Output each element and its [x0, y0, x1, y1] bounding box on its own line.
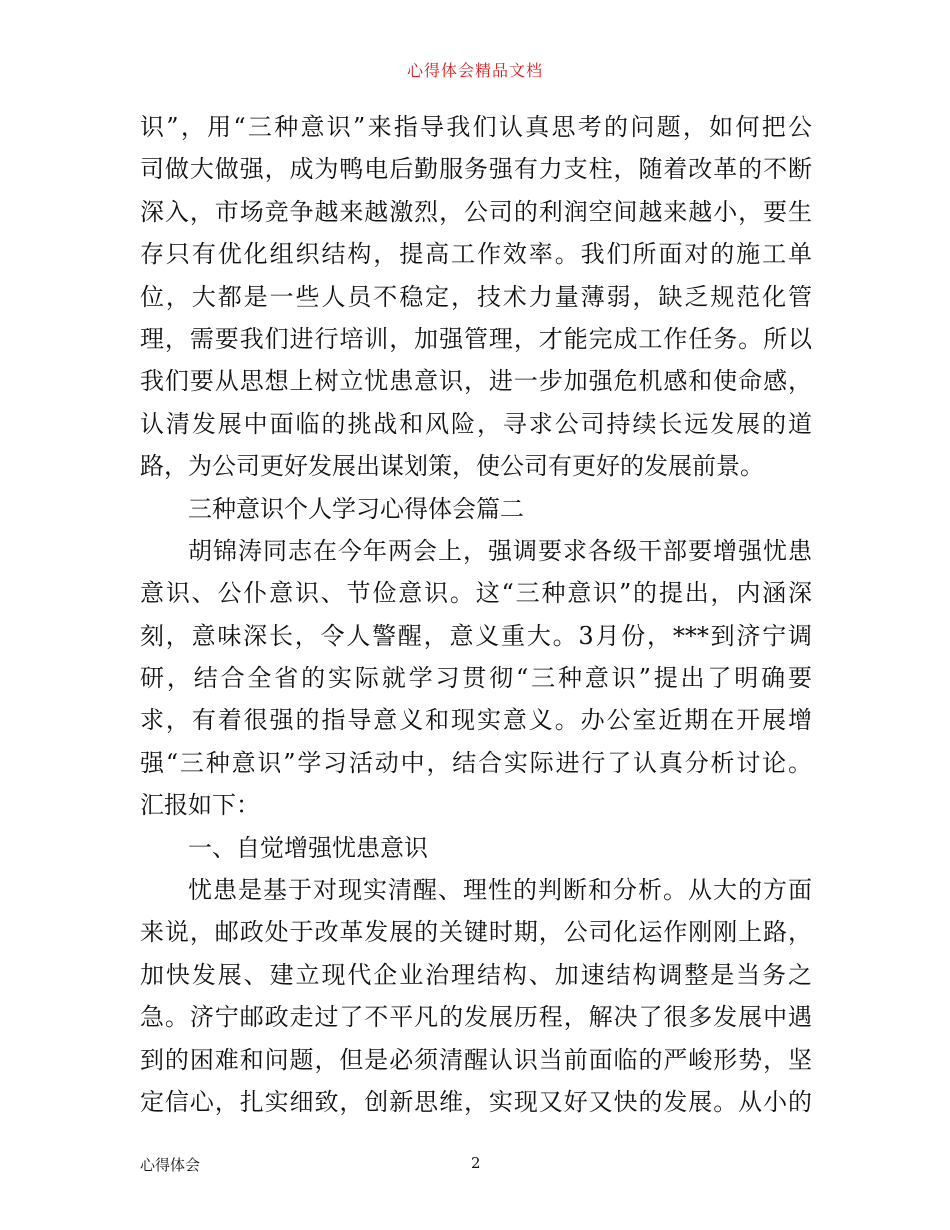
- text-line: 胡锦涛同志在今年两会上，强调要求各级干部要增强忧患: [188, 536, 812, 565]
- text-line: 汇报如下：: [140, 791, 260, 820]
- text-line: 到的困难和问题，但是必须清醒认识当前面临的严峻形势，坚: [140, 1045, 812, 1074]
- text-line: 急。济宁邮政走过了不平凡的发展历程，解决了很多发展中遇: [140, 1003, 812, 1032]
- text-line: 位，大都是一些人员不稳定，技术力量薄弱，缺乏规范化管: [140, 282, 812, 311]
- text-line: 强“三种意识”学习活动中，结合实际进行了认真分析讨论。: [140, 748, 812, 777]
- text-line: 深入，市场竞争越来越激烈，公司的利润空间越来越小，要生: [140, 197, 812, 226]
- text-line: 路，为公司更好发展出谋划策，使公司有更好的发展前景。: [140, 452, 764, 481]
- text-line: 来说，邮政处于改革发展的关键时期，公司化运作刚刚上路，: [140, 918, 812, 947]
- text-line: 加快发展、建立现代企业治理结构、加速结构调整是当务之: [140, 960, 812, 989]
- text-line: 忧患是基于对现实清醒、理性的判断和分析。从大的方面: [188, 876, 812, 905]
- text-line: 存只有优化组织结构，提高工作效率。我们所面对的施工单: [140, 240, 812, 269]
- text-line: 意识、公仆意识、节俭意识。这“三种意识”的提出，内涵深: [140, 579, 812, 608]
- text-line: 识”，用“三种意识”来指导我们认真思考的问题，如何把公: [140, 113, 812, 141]
- page-number: 2: [471, 1154, 481, 1172]
- text-line: 定信心，扎实细致，创新思维，实现又好又快的发展。从小的: [140, 1087, 812, 1116]
- text-line: 研，结合全省的实际就学习贯彻“三种意识”提出了明确要: [140, 664, 812, 693]
- text-line: 认清发展中面临的挑战和风险，寻求公司持续长远发展的道: [140, 409, 812, 438]
- text-line: 求，有着很强的指导意义和现实意义。办公室近期在开展增: [140, 706, 812, 735]
- text-line: 一、自觉增强忧患意识: [188, 833, 428, 862]
- document-body: [140, 106, 812, 1123]
- text-line: 我们要从思想上树立忧患意识，进一步加强危机感和使命感，: [140, 367, 812, 396]
- footer-label: 心得体会: [140, 1156, 201, 1174]
- text-line: 理，需要我们进行培训，加强管理，才能完成工作任务。所以: [140, 324, 812, 353]
- text-line: 三种意识个人学习心得体会篇二: [188, 494, 524, 523]
- text-line: 刻，意味深长，令人警醒，意义重大。3月份，***到济宁调: [140, 621, 812, 650]
- text-line: 司做大做强，成为鸭电后勤服务强有力支柱，随着改革的不断: [140, 155, 812, 184]
- document-header-title: 心得体会精品文档: [406, 61, 543, 80]
